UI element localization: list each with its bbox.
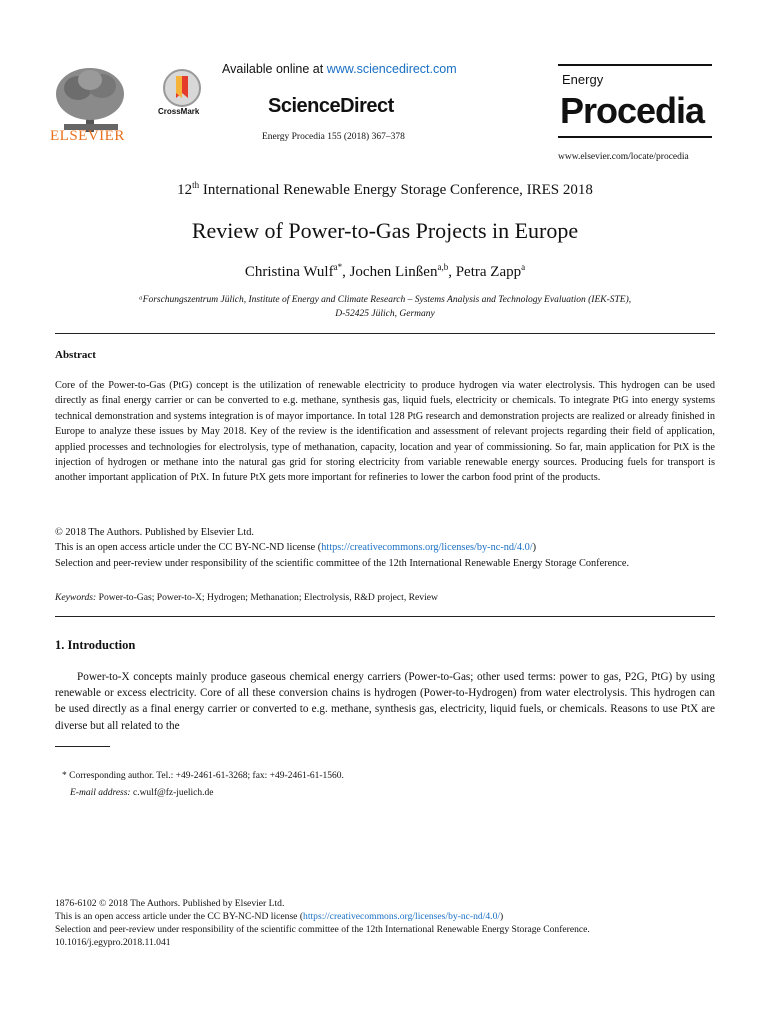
available-prefix: Available online at [222, 62, 327, 76]
author-1-affil: a* [333, 262, 343, 272]
footnote-divider [55, 746, 110, 747]
peer-review-line: Selection and peer-review under responsibility of the scientific committee of the 12th International Renewable Energy Storage Conference. [55, 557, 630, 569]
keywords-label: Keywords: [55, 592, 97, 603]
abstract-heading: Abstract [55, 349, 96, 361]
author-2: , Jochen Linßen [342, 264, 438, 280]
divider-top [55, 333, 715, 334]
email-address[interactable]: c.wulf@fz-juelich.de [130, 788, 214, 798]
author-3-affil: a [521, 262, 526, 272]
copyright-line: © 2018 The Authors. Published by Elsevier Ltd. [55, 527, 254, 538]
doi-line[interactable]: 10.1016/j.egypro.2018.11.041 [55, 937, 171, 948]
keywords-line [55, 592, 438, 603]
author-3: , Petra Zapp [448, 264, 522, 280]
conference-line [0, 180, 770, 199]
affiliation-line-2: D-52425 Jülich, Germany [335, 309, 435, 319]
available-online-line [222, 62, 457, 76]
sciencedirect-link[interactable]: www.sciencedirect.com [326, 62, 457, 76]
conference-number: 12 [177, 182, 193, 198]
section-heading-introduction: 1. Introduction [55, 638, 136, 652]
elsevier-wordmark: ELSEVIER [50, 128, 125, 144]
affiliation [60, 293, 710, 321]
corresponding-author: * Corresponding author. Tel.: +49-2461-61-3268; fax: +49-2461-61-1560. [62, 771, 344, 781]
footer-license-line [55, 910, 715, 923]
sciencedirect-logo: ScienceDirect [268, 95, 394, 117]
affiliation-line-1: ᵃForschungszentrum Jülich, Institute of Energy and Climate Research – Systems Analysis and Technology Evaluation (IEK-STE), [138, 295, 632, 305]
conference-name: International Renewable Energy Storage Conference, IRES 2018 [199, 182, 593, 198]
page-footer [55, 897, 715, 949]
email-label: E-mail address: [70, 788, 131, 798]
keywords-text: Power-to-Gas; Power-to-X; Hydrogen; Methanation; Electrolysis, R&D project, Review [96, 592, 438, 603]
license-link[interactable]: https://creativecommons.org/licenses/by-nc-nd/4.0/ [321, 542, 533, 554]
footer-license-prefix: This is an open access article under the CC BY-NC-ND license ( [55, 911, 304, 922]
issn-line: 1876-6102 © 2018 The Authors. Published by Elsevier Ltd. [55, 898, 285, 909]
footer-peer-review: Selection and peer-review under responsibility of the scientific committee of the 12th International Renewable Energy Storage Conference. [55, 924, 590, 935]
crossmark-label: CrossMark [158, 107, 200, 116]
abstract-body: Core of the Power-to-Gas (PtG) concept is the utilization of renewable electricity to produce hydrogen via water electrolysis. This hydrogen can be used directly as final energy carrier or can be converted to e.g. methane, synthesis gas, liquid fuels, electricity or chemicals. To integrate PtG into energy systems technical demonstration and systems integration is of mayor importance. In total 128 PtG research and demonstration projects are realized or already finished in Europe to analyze these issues by May 2018. Key of the review is the identification and assessment of relevant projects regarding their field of application, applied processes and technologies for electrolysis, type of methanation, capacity, location and year of commissioning. So far, main application for PtX is the injection of hydrogen or methane into the natural gas grid for storing electricity from variable renewable energy sources. Producing fuels for transport is another important application of PtX. In future PtX gets more important for refineries to lower the carbon food print of the products. [55, 380, 715, 484]
journal-name-top: Energy [562, 72, 604, 87]
divider-abstract-end [55, 616, 715, 617]
footer-license-suffix: ) [500, 911, 504, 922]
paper-title: Review of Power-to-Gas Projects in Europe [191, 218, 579, 243]
license-prefix: This is an open access article under the CC BY-NC-ND license ( [55, 542, 322, 554]
footnote [62, 768, 344, 802]
journal-name-main: Procedia [560, 90, 705, 131]
author-list [0, 262, 770, 281]
abstract-license-block [55, 525, 715, 571]
license-suffix: ) [532, 542, 537, 554]
conference-ordinal: th [192, 180, 200, 190]
author-1: Christina Wulf [244, 264, 334, 280]
author-2-affil: a,b [437, 262, 449, 272]
journal-citation: Energy Procedia 155 (2018) 367–378 [262, 132, 405, 142]
footer-license-link[interactable]: https://creativecommons.org/licenses/by-nc-nd/4.0/ [303, 911, 501, 922]
journal-website[interactable]: www.elsevier.com/locate/procedia [558, 152, 689, 162]
license-line [55, 540, 715, 555]
email-line [62, 785, 344, 802]
introduction-paragraph: Power-to-X concepts mainly produce gaseous chemical energy carriers (Power-to-Gas; other used terms: power to gas, P2G, PtG) by using renewable or excess electricity. Core of all these conversion chains is hydrogen (Power-to-Hydrogen) from water electrolysis. This hydrogen can be used directly as a final energy carrier or converted to e.g. methane, synthesis gas, electricity, liquid fuels, or chemicals. Reasons to use PtX are diverse but all related to the [55, 671, 715, 732]
